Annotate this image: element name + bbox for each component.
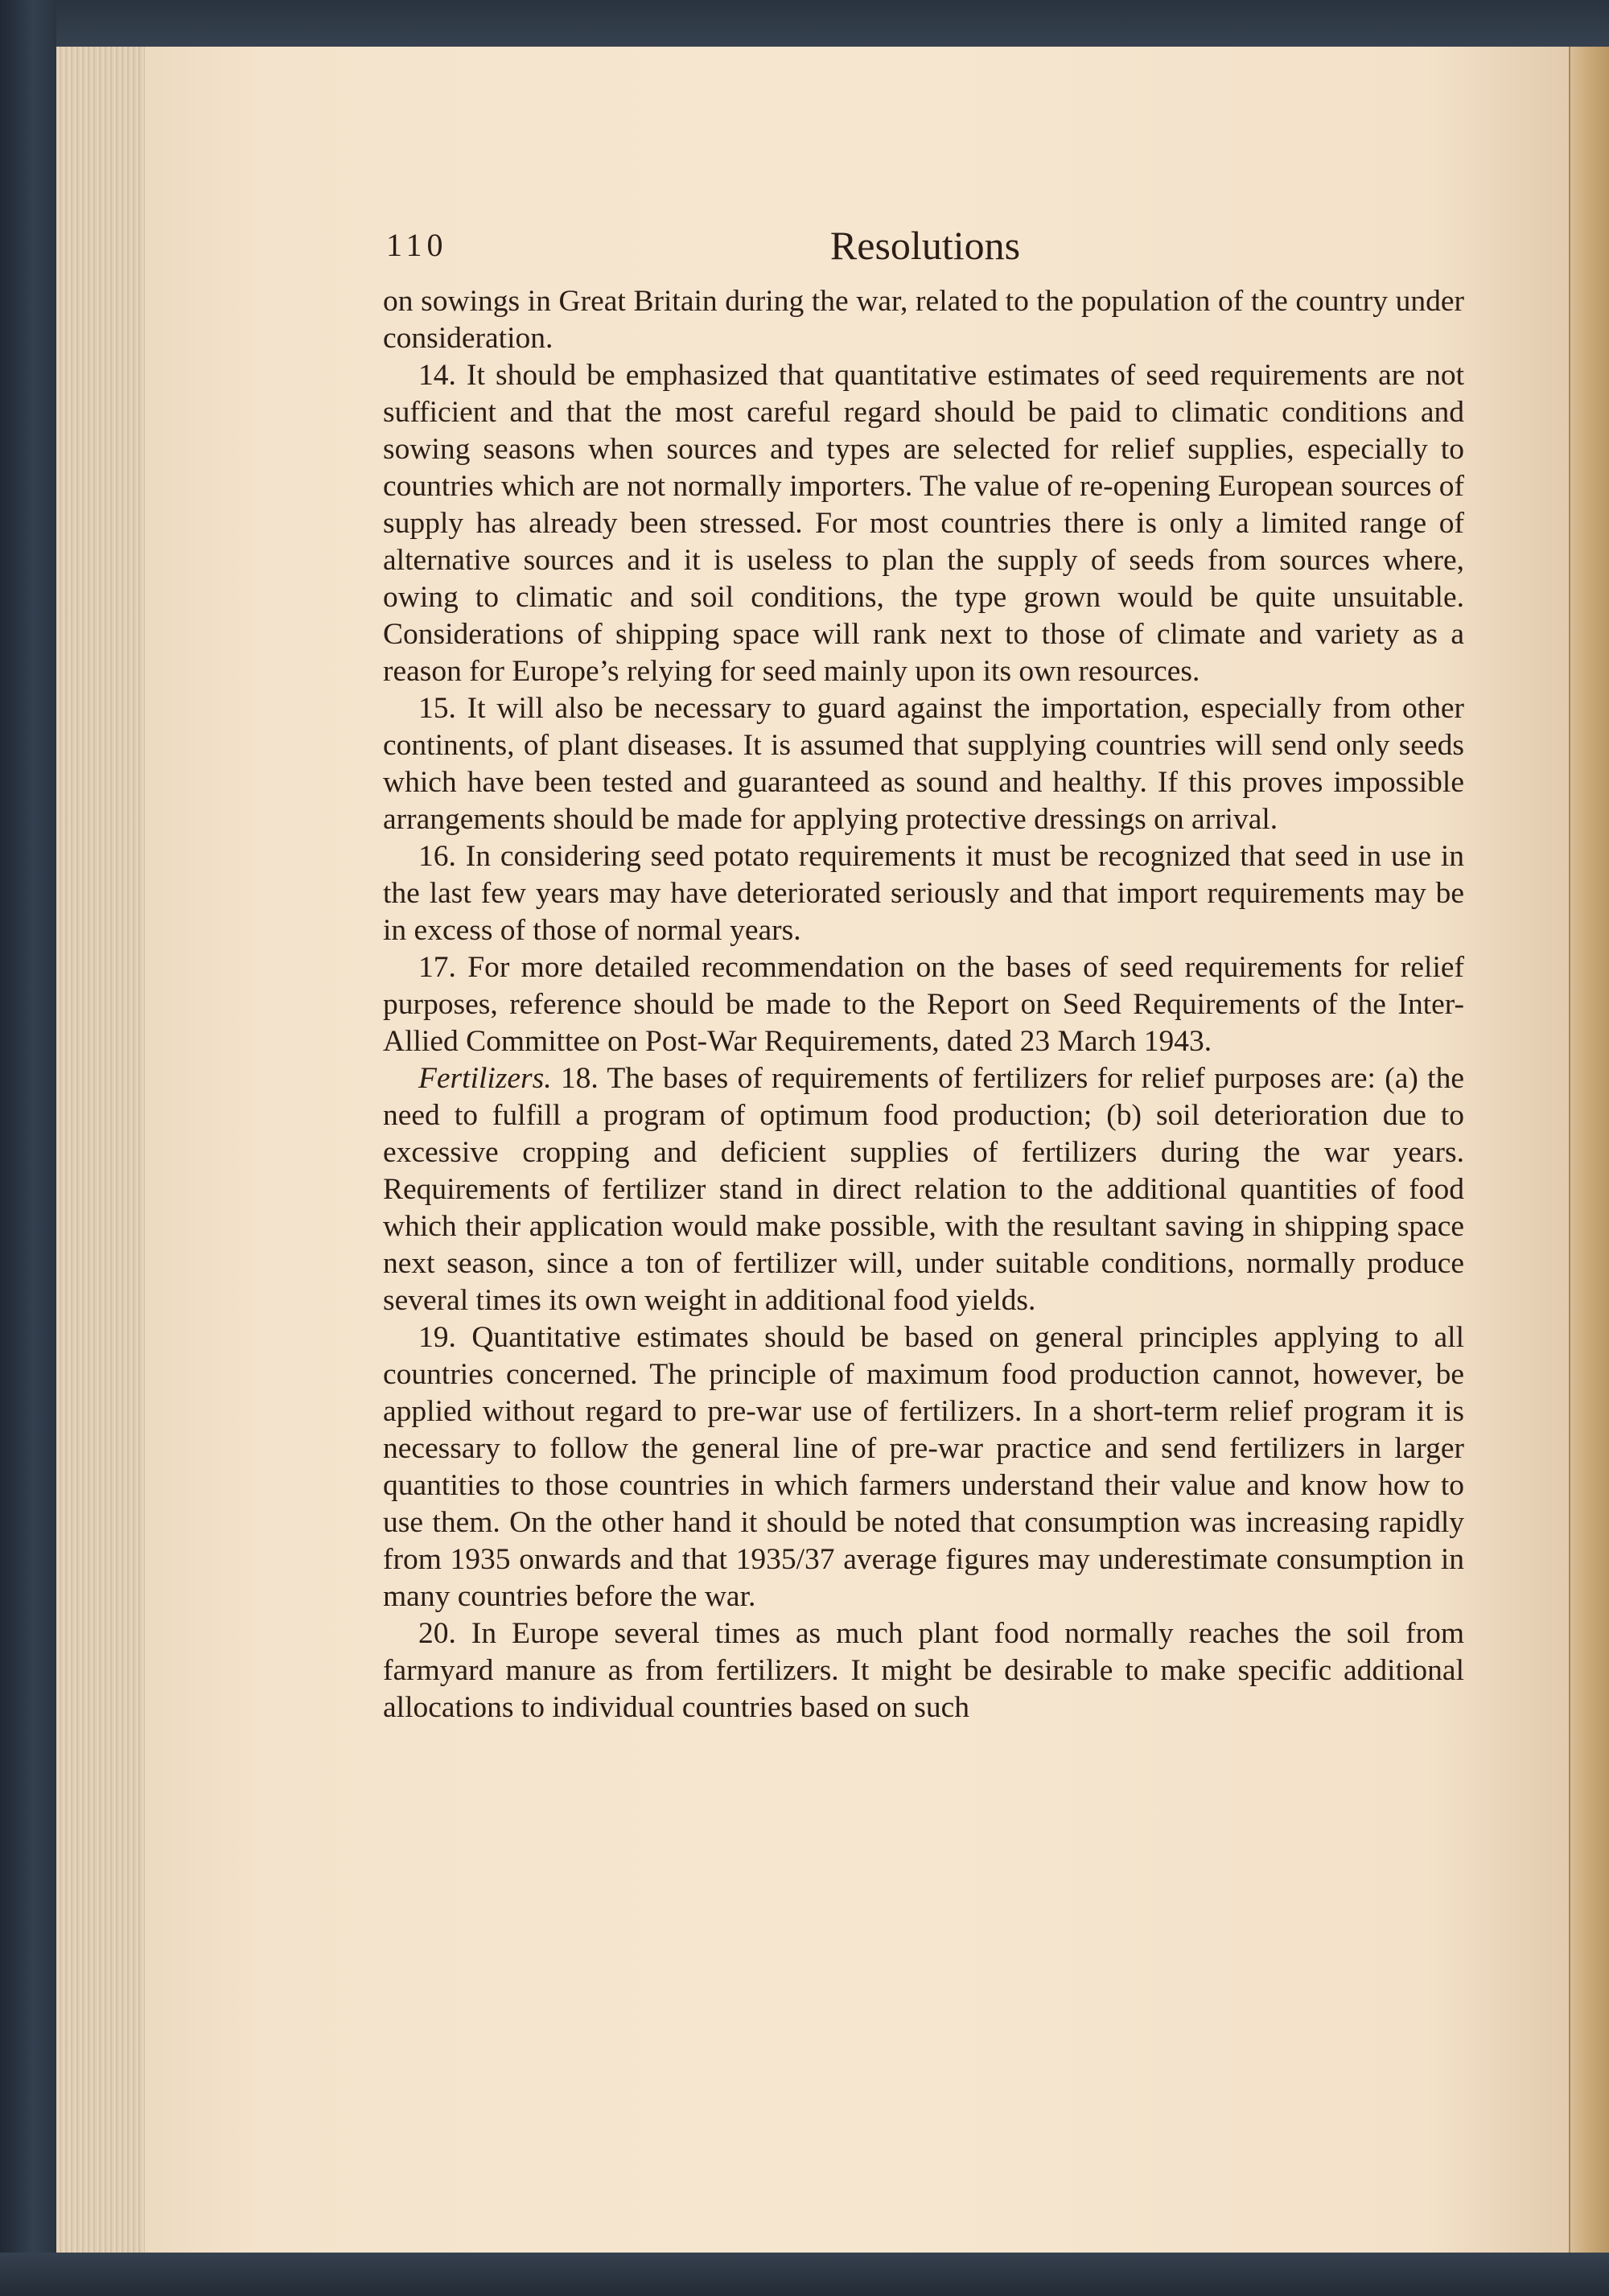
paragraph-text: 19. Quantitative estimates should be based on general principles applying to all countries concerned. The principle of maximum food production cannot, however, be applied without regard to pre-war use of fertilizers. In a short-term relief program it is necessary to follow the general line of pre-war practice and send fertilizers in larger quantities to those countries in which farmers understand their value and know how to use them. On the other hand it should be noted that consumption was increasing rapidly from 1935 onwards and that 1935/37 average figures may underestimate consumption in many countries before the war. — [383, 1321, 1464, 1613]
page-header — [386, 217, 1464, 274]
paragraph-16 — [383, 838, 1464, 949]
paragraph-18 — [383, 1060, 1464, 1319]
paragraph-text: 20. In Europe several times as much plant food normally reaches the soil from farmyard manure as from fertilizers. It might be desirable to make specific additional allocations to individual countries based on such — [383, 1617, 1464, 1724]
paragraph-continuation — [383, 283, 1464, 357]
paragraph-19 — [383, 1319, 1464, 1615]
paragraph-text: 16. In considering seed potato requirements it must be recognized that seed in use in the last few years may have deteriorated seriously and that import requirements may be in excess of those of normal years. — [383, 840, 1464, 947]
paragraph-text: on sowings in Great Britain during the war, related to the population of the country under consideration. — [383, 285, 1464, 355]
paragraph-14 — [383, 357, 1464, 690]
book-cover-bottom — [0, 2253, 1609, 2296]
book-cover-spine — [0, 0, 56, 2296]
paragraph-20 — [383, 1615, 1464, 1726]
facing-page-edge — [1569, 47, 1609, 2253]
paragraph-text: 14. It should be emphasized that quantitative estimates of seed requirements are not sufficient and that the most careful regard should be paid to climatic conditions and sowing seasons when sources and types are selected for relief supplies, especially to countries which are not normally importers. The value of re-opening European sources of supply has already been stressed. For most countries there is only a limited range of alternative sources and it is useless to plan the supply of seeds from sources where, owing to climatic and soil conditions, the type grown would be quite unsuitable. Considerations of shipping space will rank next to those of climate and variety as a reason for Europe’s relying for seed mainly upon its own resources. — [383, 359, 1464, 688]
body-text — [383, 283, 1464, 1726]
section-heading-fertilizers: Fertilizers. — [418, 1062, 552, 1095]
book-cover-top — [0, 0, 1609, 47]
paragraph-15 — [383, 690, 1464, 838]
paragraph-text: 15. It will also be necessary to guard against the importation, especially from other continents, of plant diseases. It is assumed that supplying countries will send only seeds which have been tested and guaranteed as sound and healthy. If this proves impossible arrangements should be made for applying protective dressings on arrival. — [383, 692, 1464, 836]
paragraph-17 — [383, 949, 1464, 1060]
paragraph-text: 17. For more detailed recommendation on the bases of seed requirements for relief purposes, reference should be made to the Report on Seed Requirements of the Inter-Allied Committee on Post-War Requirements, dated 23 March 1943. — [383, 951, 1464, 1058]
paragraph-text: 18. The bases of requirements of fertilizers for relief purposes are: (a) the need to fulfill a program of optimum food production; (b) soil deterioration due to excessive cropping and deficient supplies of fertilizers during the war years. Requirements of fertilizer stand in direct relation to the additional quantities of food which their application would make possible, with the resultant saving in shipping space next season, since a ton of fertilizer will, under suitable conditions, normally produce several times its own weight in additional food yields. — [383, 1062, 1464, 1317]
page-edges — [56, 47, 146, 2253]
page-number: 110 — [386, 227, 448, 263]
running-head: Resolutions — [829, 223, 1021, 268]
